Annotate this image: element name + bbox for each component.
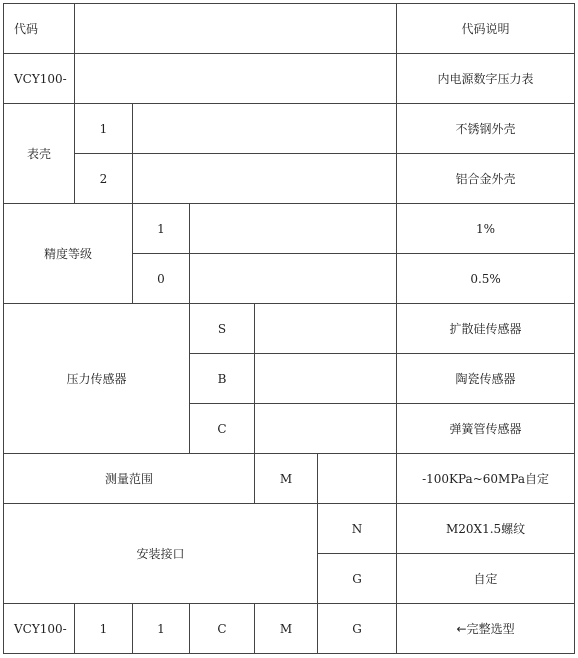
example-connection-code: G (318, 604, 397, 654)
housing-blank-cell-2 (133, 154, 397, 204)
housing-code-2: 2 (75, 154, 133, 204)
model-row (4, 54, 575, 104)
connection-code-1: N (318, 504, 397, 554)
range-row (4, 454, 575, 504)
accuracy-blank-cell-2 (190, 254, 397, 304)
housing-label: 表壳 (4, 104, 75, 204)
sensor-label: 压力传感器 (4, 304, 190, 454)
example-row (4, 604, 575, 654)
housing-blank-cell-1 (133, 104, 397, 154)
model-blank-cell (75, 54, 397, 104)
housing-code-1: 1 (75, 104, 133, 154)
sensor-description-2: 陶瓷传感器 (397, 354, 575, 404)
accuracy-row-1 (4, 204, 575, 254)
sensor-code-3: C (190, 404, 255, 454)
sensor-blank-cell-3 (255, 404, 397, 454)
connection-description-1: M20X1.5螺纹 (397, 504, 575, 554)
housing-description-2: 铝合金外壳 (397, 154, 575, 204)
sensor-code-2: B (190, 354, 255, 404)
header-blank-cell (75, 4, 397, 54)
example-accuracy-code: 1 (133, 604, 190, 654)
accuracy-blank-cell-1 (190, 204, 397, 254)
description-header: 代码说明 (397, 4, 575, 54)
example-model-code: VCY100- (4, 604, 75, 654)
model-code: VCY100- (4, 54, 75, 104)
example-description: ←完整选型 (397, 604, 575, 654)
sensor-blank-cell-2 (255, 354, 397, 404)
example-range-code: M (255, 604, 318, 654)
range-code: M (255, 454, 318, 504)
housing-row-1 (4, 104, 575, 154)
connection-code-2: G (318, 554, 397, 604)
connection-label: 安装接口 (4, 504, 318, 604)
housing-description-1: 不锈钢外壳 (397, 104, 575, 154)
accuracy-code-2: 0 (133, 254, 190, 304)
range-blank-cell (318, 454, 397, 504)
model-description: 内电源数字压力表 (397, 54, 575, 104)
housing-row-2 (4, 154, 575, 204)
connection-description-2: 自定 (397, 554, 575, 604)
accuracy-code-1: 1 (133, 204, 190, 254)
range-label: 测量范围 (4, 454, 255, 504)
sensor-code-1: S (190, 304, 255, 354)
header-row (4, 4, 575, 54)
model-code-table (3, 3, 575, 654)
sensor-blank-cell-1 (255, 304, 397, 354)
sensor-description-3: 弹簧管传感器 (397, 404, 575, 454)
accuracy-label: 精度等级 (4, 204, 133, 304)
connection-row-1 (4, 504, 575, 554)
sensor-description-1: 扩散硅传感器 (397, 304, 575, 354)
model-code-table-wrapper (3, 3, 575, 654)
accuracy-description-1: 1% (397, 204, 575, 254)
accuracy-description-2: 0.5% (397, 254, 575, 304)
range-description: -100KPa~60MPa自定 (397, 454, 575, 504)
sensor-row-1 (4, 304, 575, 354)
example-housing-code: 1 (75, 604, 133, 654)
code-header: 代码 (4, 4, 75, 54)
example-sensor-code: C (190, 604, 255, 654)
